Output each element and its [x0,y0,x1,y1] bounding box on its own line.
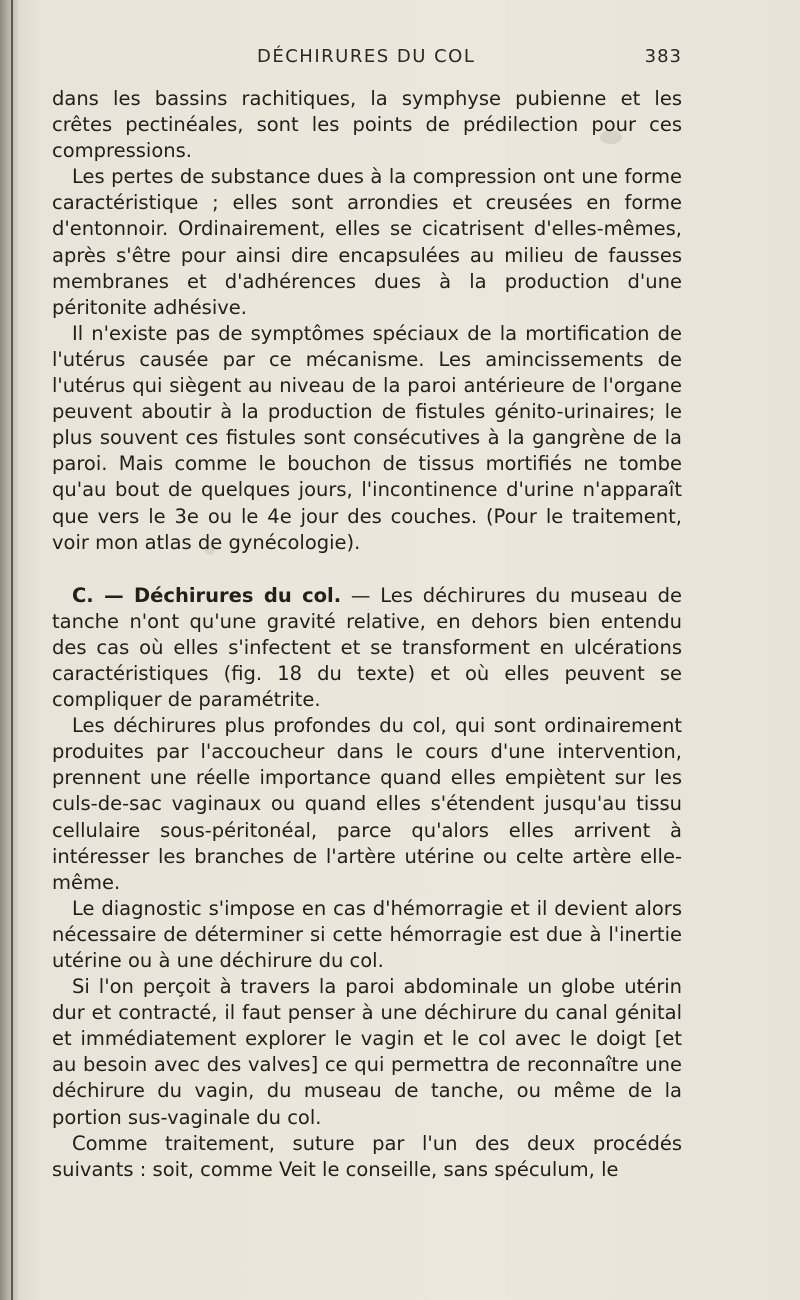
page-edge-line [11,0,13,1300]
paragraph: Les pertes de substance dues à la compression ont une forme caractéristique ; elles sont arrondies et creusées en forme d'entonnoir. Ordinairement, elles se cicatrisent d'elles-mêmes, après s'être pour ainsi dire encapsulées au milieu de fausses membranes et d'adhérences dues à la production d'une péritonite adhésive. [52,165,682,319]
book-spine-shadow [0,0,18,1300]
page-number: 383 [644,46,682,67]
section-paragraph [52,583,682,713]
section-text: — Les déchirures du museau de tanche n'ont qu'une gravité relative, en dehors bien entendu des cas où elles s'infectent et se transforment en ulcérations caractéristiques (fig. 18 du texte) et où elles peuvent se compliquer de paramétrite. [52,583,683,712]
paragraph: Si l'on perçoit à travers la paroi abdominale un globe utérin dur et contracté, il faut penser à une déchirure du canal génital et immédiatement explorer le vagin et le col avec le doigt [et au besoin avec des valves] ce qui permettra de reconnaître une déchirure du vagin, du museau de tanche, ou même de la portion sus-vaginale du col. [52,975,682,1129]
paragraph: Comme traitement, suture par l'un des deux procédés suivants : soit, comme Veit le conseille, sans spéculum, le [52,1131,682,1181]
body-text [52,86,682,1183]
running-head: DÉCHIRURES DU COL [257,46,476,67]
paragraph: Le diagnostic s'impose en cas d'hémorragie et il devient alors nécessaire de déterminer si cette hémorragie est due à l'inertie utérine ou à une déchirure du col. [52,896,682,972]
page-header [52,46,682,72]
section-title: C. — Déchirures du col. [72,583,342,607]
paragraph: dans les bassins rachitiques, la symphyse pubienne et les crêtes pectinéales, sont les points de prédilection pour ces compressions. [52,87,682,163]
paragraph: Il n'existe pas de symptômes spéciaux de la mortification de l'utérus causée par ce mécanisme. Les amincissements de l'utérus qui siègent au niveau de la paroi antérieure de l'organe peuvent aboutir à la production de fistules génito-urinaires; le plus souvent ces fistules sont consécutives à la gangrène de la paroi. Mais comme le bouchon de tissus mortifiés ne tombe qu'au bout de quelques jours, l'incontinence d'urine n'apparaît que vers le 3e ou le 4e jour des couches. (Pour le traitement, voir mon atlas de gynécologie). [52,321,682,554]
paragraph: Les déchirures plus profondes du col, qui sont ordinairement produites par l'accoucheur dans le cours d'une intervention, prennent une réelle importance quand elles empiètent sur les culs-de-sac vaginaux ou quand elles s'étendent jusqu'au tissu cellulaire sous-péritonéal, parce qu'alors elles arrivent à intéresser les branches de l'artère utérine ou celte artère elle-même. [52,714,682,894]
